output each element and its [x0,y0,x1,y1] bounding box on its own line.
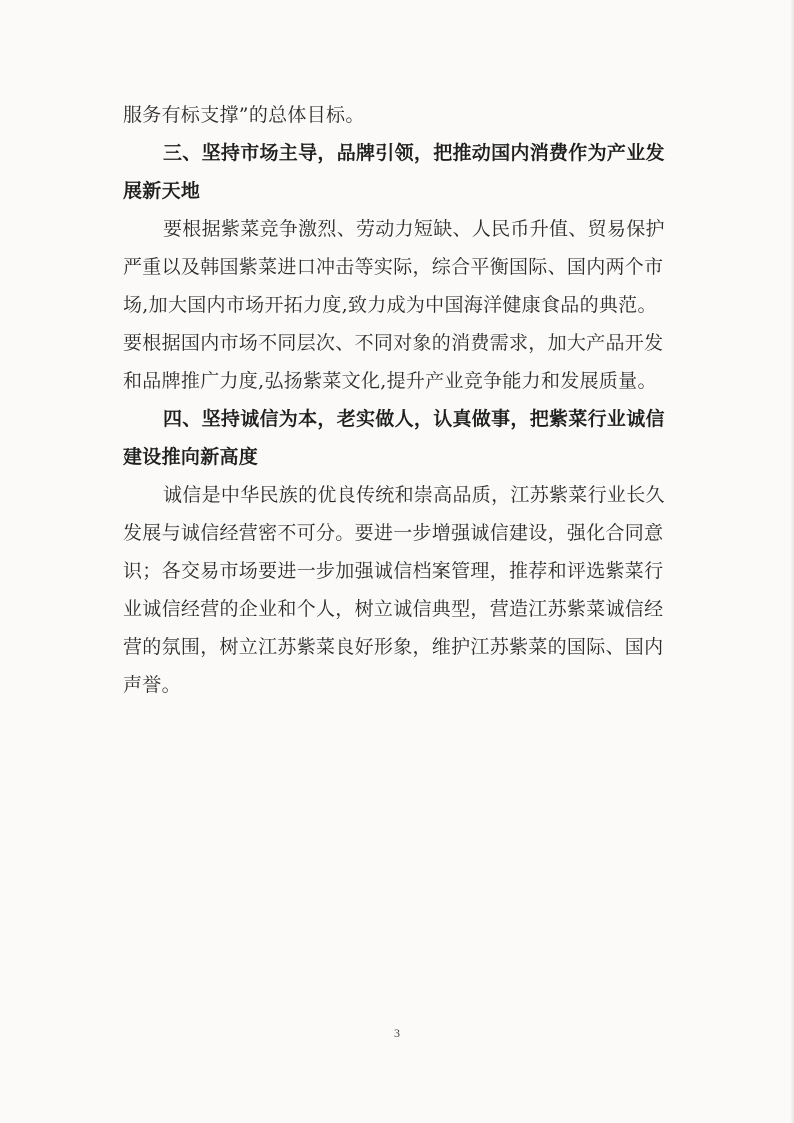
text-line: 服务有标支撑”的总体目标。 [123,104,365,126]
section-heading-4: 四、坚持诚信为本，老实做人，认真做事，把紫菜行业诚信 [163,408,665,430]
paragraph-line: 诚信是中华民族的优良传统和崇高品质，江苏紫菜行业长久 [163,484,665,506]
paragraph-line: 场,加大国内市场开拓力度,致力成为中国海洋健康食品的典范。 [123,294,657,316]
paragraph-line: 要根据国内市场不同层次、不同对象的消费需求，加大产品开发 [123,332,664,354]
paragraph-line: 声誉。 [123,674,181,696]
paragraph-line: 营的氛围，树立江苏紫菜良好形象，维护江苏紫菜的国际、国内 [123,636,664,658]
paragraph-line: 识；各交易市场要进一步加强诚信档案管理，推荐和评选紫菜行 [123,560,664,582]
paragraph-line: 发展与诚信经营密不可分。要进一步增强诚信建设，强化合同意 [123,522,664,544]
paragraph-line: 要根据紫菜竞争激烈、劳动力短缺、人民币升值、贸易保护 [163,218,665,240]
section-heading-4-continued: 建设推向新高度 [123,446,259,468]
section-heading-3: 三、坚持市场主导，品牌引领，把推动国内消费作为产业发 [163,142,665,164]
scan-edge-shadow [790,0,794,1123]
paragraph-line: 业诚信经营的企业和个人，树立诚信典型，营造江苏紫菜诚信经 [123,598,664,620]
paragraph-line: 严重以及韩国紫菜进口冲击等实际，综合平衡国际、国内两个市 [123,256,664,278]
document-body [123,96,685,704]
page-number: 3 [394,1026,400,1040]
section-heading-3-continued: 展新天地 [123,180,201,202]
paragraph-line: 和品牌推广力度,弘扬紫菜文化,提升产业竞争能力和发展质量。 [123,370,657,392]
